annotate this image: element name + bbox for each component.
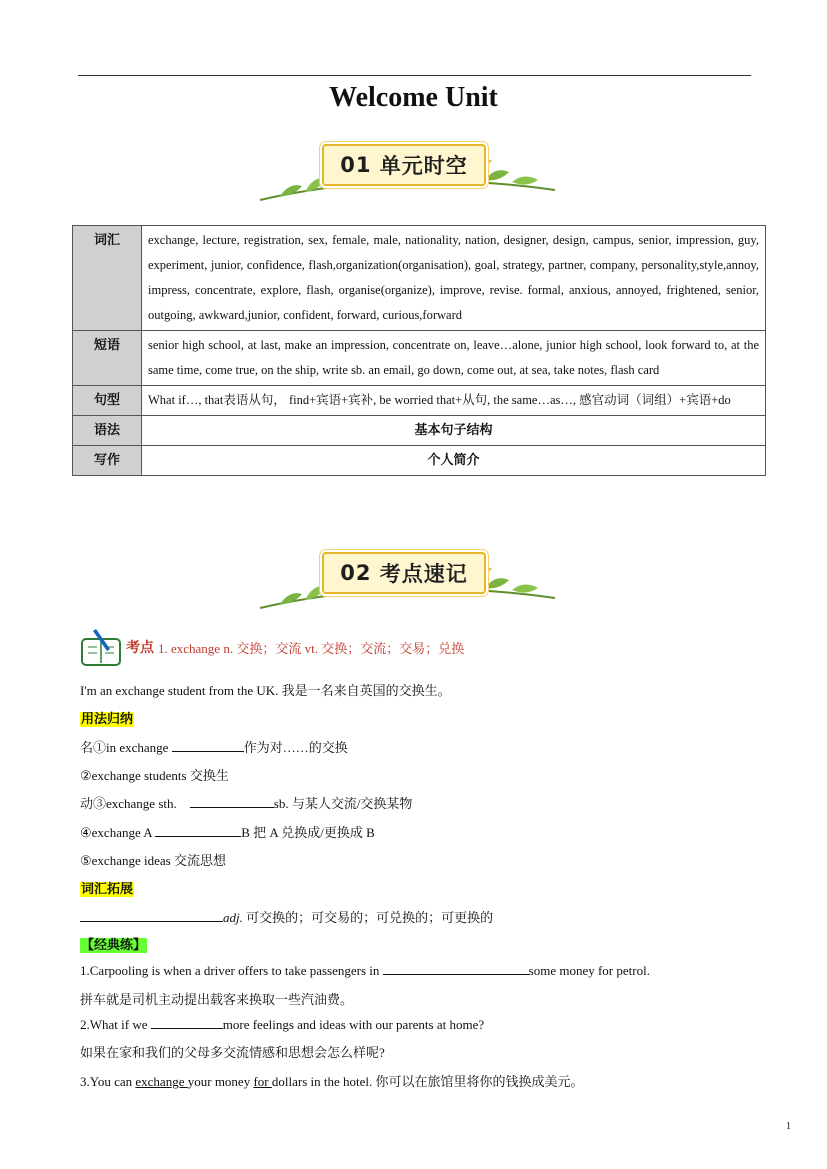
row-content: senior high school, at last, make an impression, concentrate on, leave…alone, junior high school, look forward to, at the same time, come true, on the ship, write sb. an email, go down, come out, at sea, take notes, flash card — [142, 331, 766, 386]
vocab-ext-line — [80, 907, 493, 926]
kaodian-text: 1. exchange n. 交换；交流 vt. 交换；交流；交易；兑换 — [158, 640, 465, 656]
practice-heading-line — [80, 934, 147, 953]
fill-blank — [190, 795, 274, 808]
row-head: 句型 — [73, 386, 142, 416]
question-text: 2.What if we — [80, 1017, 151, 1032]
row-head: 词汇 — [73, 226, 142, 331]
page-number: 1 — [786, 1121, 791, 1132]
row-content: 个人简介 — [142, 446, 766, 476]
question-text: your money — [187, 1074, 254, 1089]
row-content: What if…, that表语从句， find+宾语+宾补, be worried that+从句, the same…as…, 感官动词（词组）+宾语+do — [142, 386, 766, 416]
table-row — [73, 331, 766, 386]
notebook-pen-icon — [80, 627, 124, 667]
row-head: 写作 — [73, 446, 142, 476]
practice-q2-cn: 如果在家和我们的父母多交流情感和思想会怎么样呢? — [80, 1045, 385, 1060]
usage-item-4 — [80, 822, 375, 841]
question-text: 3.You can — [80, 1074, 136, 1089]
table-row — [73, 386, 766, 416]
fill-blank — [172, 739, 244, 752]
vocab-ext-heading-line — [80, 878, 134, 897]
row-head: 短语 — [73, 331, 142, 386]
practice-q3 — [80, 1071, 584, 1090]
practice-q1-cn: 拼车就是司机主动提出载客来换取一些汽油费。 — [80, 992, 354, 1007]
banner-text: 考点速记 — [379, 562, 468, 586]
vocab-ext-heading: 词汇拓展 — [81, 882, 134, 897]
usage-text: 作为对……的交换 — [243, 740, 348, 755]
fill-blank — [383, 962, 529, 975]
vocab-meaning: 可交换的；可交易的；可兑换的；可更换的 — [242, 910, 494, 925]
underlined-answer: exchange — [135, 1074, 188, 1089]
usage-text: ④exchange A — [80, 825, 156, 840]
usage-item-3 — [80, 793, 412, 812]
kaodian-label: 考点 — [126, 640, 154, 656]
usage-text: 名①in exchange — [80, 740, 172, 755]
row-content: exchange, lecture, registration, sex, female, male, nationality, nation, designer, design, campus, senior, impression, guy, experiment, junior, confidence, flash,organization(organisation), goal, strategy, partner, company, personality,style,annoy, impress, concentrate, explore, flash, organise(organize), improve, revise. formal, anxious, annoyed, frightened, senior, outgoing, awkward,junior, confident, forward, curious,forward — [142, 226, 766, 331]
question-text: dollars in the hotel. 你可以在旅馆里将你的钱换成美元。 — [271, 1074, 584, 1089]
question-text: more feelings and ideas with our parents at home? — [222, 1017, 485, 1032]
usage-heading-line — [80, 708, 134, 727]
usage-heading: 用法归纳 — [81, 712, 134, 727]
usage-item-1 — [80, 737, 348, 756]
question-text: 1.Carpooling is when a driver offers to take passengers in — [80, 963, 383, 978]
unit-summary-table — [72, 225, 766, 476]
practice-q2 — [80, 1016, 484, 1033]
practice-q1 — [80, 962, 650, 979]
kaodian-line — [80, 627, 464, 667]
usage-item-2 — [80, 765, 229, 784]
fill-blank — [155, 824, 241, 837]
pos-label: adj. — [223, 910, 243, 925]
usage-text: ②exchange students 交换生 — [80, 768, 229, 783]
fill-blank — [151, 1016, 223, 1029]
top-rule — [78, 75, 751, 76]
usage-text: B 把 A 兑换成/更换成 B — [241, 825, 375, 840]
question-text: some money for petrol. — [528, 963, 650, 978]
banner-plaque — [322, 144, 486, 186]
row-head: 语法 — [73, 416, 142, 446]
fill-blank — [80, 909, 223, 922]
usage-text: sb. 与某人交流/交换某物 — [273, 796, 413, 811]
page-title: Welcome Unit — [329, 82, 498, 113]
section-banner-2 — [250, 550, 560, 610]
table-row — [73, 416, 766, 446]
banner-plaque — [322, 552, 486, 594]
banner-number: 02 — [340, 561, 372, 585]
row-content: 基本句子结构 — [142, 416, 766, 446]
usage-item-5 — [80, 850, 226, 869]
usage-text: 动③exchange sth. — [80, 796, 181, 811]
banner-text: 单元时空 — [379, 154, 468, 178]
underlined-answer: for — [253, 1074, 272, 1089]
usage-text: ⑤exchange ideas 交流思想 — [80, 853, 226, 868]
table-row — [73, 446, 766, 476]
practice-heading: 【经典练】 — [81, 938, 147, 953]
example-sentence: I'm an exchange student from the UK. 我是一名来自英国的交换生。 — [80, 683, 451, 698]
banner-number: 01 — [340, 153, 372, 177]
table-row — [73, 226, 766, 331]
section-banner-1 — [250, 142, 560, 202]
